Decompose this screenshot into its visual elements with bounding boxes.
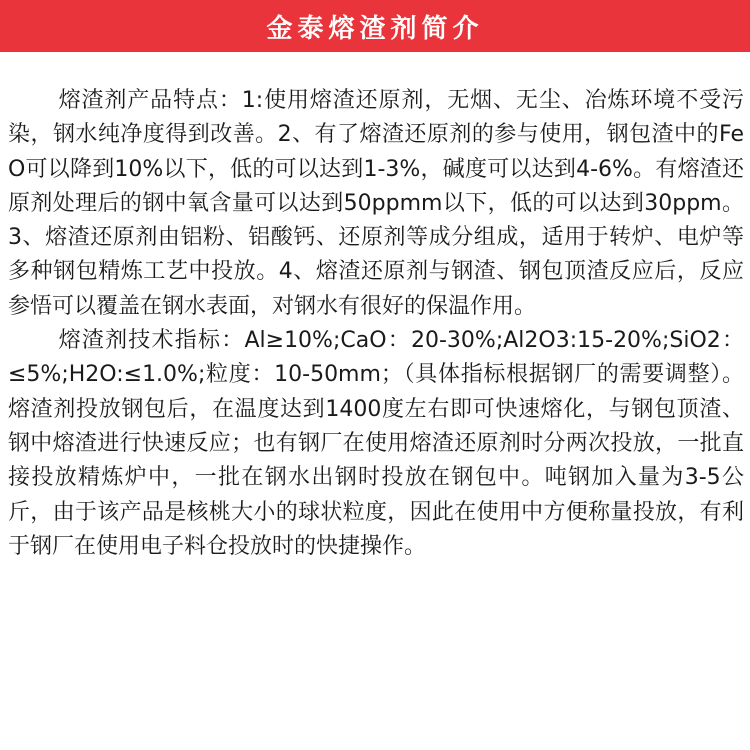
article-body — [8, 84, 744, 564]
page-title: 金泰熔渣剂简介 — [266, 13, 484, 44]
paragraph-technical-specs: 熔渣剂技术指标：Al≥10%;CaO：20-30%;Al2O3:15-20%;SiO2：≤5%;H2O:≤1.0%;粒度：10-50mm；（具体指标根据钢厂的需要调整）。熔渣剂投放钢包后，在温度达到1400度左右即可快速熔化，与钢包顶渣、钢中熔渣进行快速反应；也有钢厂在使用熔渣还原剂时分两次投放，一批直接投放精炼炉中，一批在钢水出钢时投放在钢包中。吨钢加入量为3-5公斤，由于该产品是核桃大小的球状粒度，因此在使用中方便称量投放，有利于钢厂在使用电子料仓投放时的快捷操作。 — [8, 328, 744, 559]
paragraph-product-features: 熔渣剂产品特点：1:使用熔渣还原剂，无烟、无尘、冶炼环境不受污染，钢水纯净度得到改善。2、有了熔渣还原剂的参与使用，钢包渣中的FeO可以降到10%以下，低的可以达到1-3%，碱度可以达到4-6%。有熔渣还原剂处理后的钢中氧含量可以达到50ppmm以下，低的可以达到30ppm。3、熔渣还原剂由铝粉、铝酸钙、还原剂等成分组成，适用于转炉、电炉等多种钢包精炼工艺中投放。4、熔渣还原剂与钢渣、钢包顶渣反应后，反应参悟可以覆盖在钢水表面，对钢水有很好的保温作用。 — [8, 88, 744, 319]
header-banner — [0, 0, 750, 52]
